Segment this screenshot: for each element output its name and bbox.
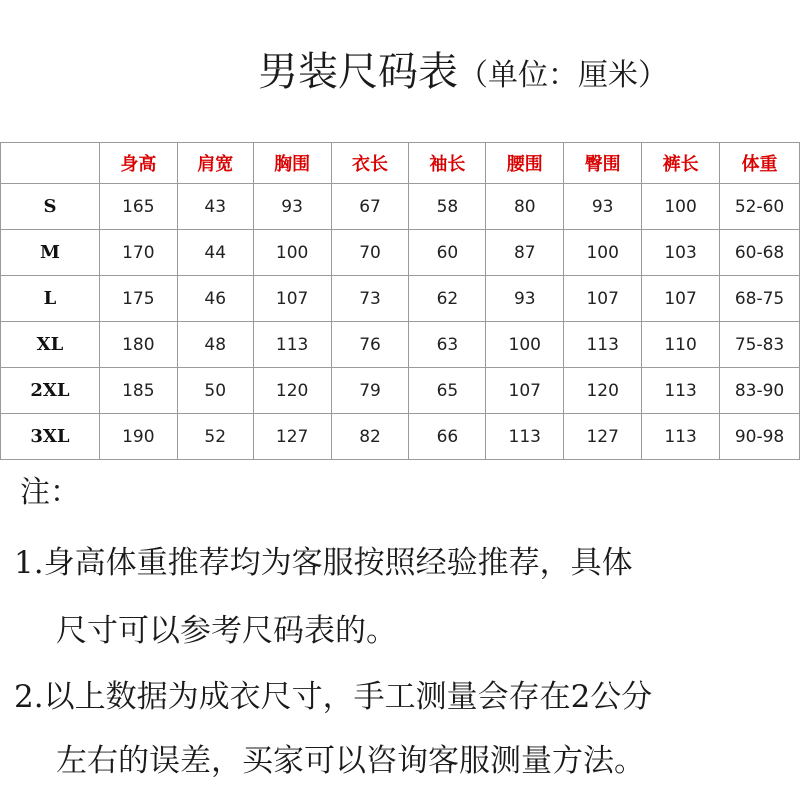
table-cell: 73 [331,276,409,322]
table-cell: 170 [99,230,177,276]
header-cell: 胸围 [253,143,331,184]
table-cell: 62 [409,276,486,322]
header-cell: 臀围 [564,143,642,184]
note-2-line-2: 左右的误差，买家可以咨询客服测量方法。 [56,743,645,779]
table-cell: 113 [642,368,720,414]
header-cell: 腰围 [486,143,564,184]
note-1-line-1: 1.身高体重推荐均为客服按照经验推荐，具体 [14,545,633,581]
table-cell: 67 [331,184,409,230]
table-row [1,276,800,322]
table-row [1,368,800,414]
table-cell: 52-60 [720,184,800,230]
table-cell: 127 [564,414,642,460]
notes-heading: 注： [20,475,80,510]
table-cell: 165 [99,184,177,230]
table-cell: 68-75 [720,276,800,322]
table-cell: 83-90 [720,368,800,414]
table-header-row [1,143,800,184]
header-cell: 体重 [720,143,800,184]
table-cell: 100 [642,184,720,230]
size-label-cell: M [1,230,100,276]
table-cell: 43 [177,184,253,230]
table-cell: 50 [177,368,253,414]
table-cell: 80 [486,184,564,230]
table-cell: 100 [486,322,564,368]
table-cell: 52 [177,414,253,460]
note-1-line-2: 尺寸可以参考尺码表的。 [56,613,397,649]
table-cell: 107 [253,276,331,322]
table-row [1,230,800,276]
table-cell: 103 [642,230,720,276]
table-cell: 100 [564,230,642,276]
header-cell: 裤长 [642,143,720,184]
page-title [258,49,668,95]
table-cell: 58 [409,184,486,230]
size-label-cell: 3XL [1,414,100,460]
table-cell: 70 [331,230,409,276]
table-cell: 107 [564,276,642,322]
size-label-cell: L [1,276,100,322]
table-cell: 76 [331,322,409,368]
table-cell: 93 [253,184,331,230]
size-label-cell: XL [1,322,100,368]
table-cell: 180 [99,322,177,368]
table-cell: 60 [409,230,486,276]
size-label-cell: 2XL [1,368,100,414]
table-cell: 127 [253,414,331,460]
size-table [0,142,800,460]
table-cell: 120 [253,368,331,414]
table-cell: 110 [642,322,720,368]
table-body [1,184,800,460]
table-cell: 75-83 [720,322,800,368]
table-cell: 190 [99,414,177,460]
header-cell [1,143,100,184]
header-cell: 衣长 [331,143,409,184]
table-cell: 113 [486,414,564,460]
table-cell: 107 [642,276,720,322]
table-cell: 113 [564,322,642,368]
header-cell: 身高 [99,143,177,184]
table-cell: 100 [253,230,331,276]
table-cell: 90-98 [720,414,800,460]
table-row [1,184,800,230]
table-cell: 185 [99,368,177,414]
table-cell: 44 [177,230,253,276]
header-cell: 肩宽 [177,143,253,184]
table-row [1,322,800,368]
table-row [1,414,800,460]
table-cell: 93 [564,184,642,230]
table-cell: 113 [642,414,720,460]
table-cell: 113 [253,322,331,368]
table-cell: 46 [177,276,253,322]
table-cell: 82 [331,414,409,460]
note-2-line-1: 2.以上数据为成衣尺寸，手工测量会存在2公分 [14,679,653,715]
table-cell: 107 [486,368,564,414]
table-cell: 87 [486,230,564,276]
table-cell: 60-68 [720,230,800,276]
table-cell: 79 [331,368,409,414]
table-cell: 93 [486,276,564,322]
table-cell: 175 [99,276,177,322]
table-cell: 65 [409,368,486,414]
table-cell: 120 [564,368,642,414]
title-main: 男装尺码表 [258,49,458,95]
table-cell: 63 [409,322,486,368]
title-unit: （单位：厘米） [458,58,668,93]
table-cell: 48 [177,322,253,368]
table-cell: 66 [409,414,486,460]
size-label-cell: S [1,184,100,230]
header-cell: 袖长 [409,143,486,184]
